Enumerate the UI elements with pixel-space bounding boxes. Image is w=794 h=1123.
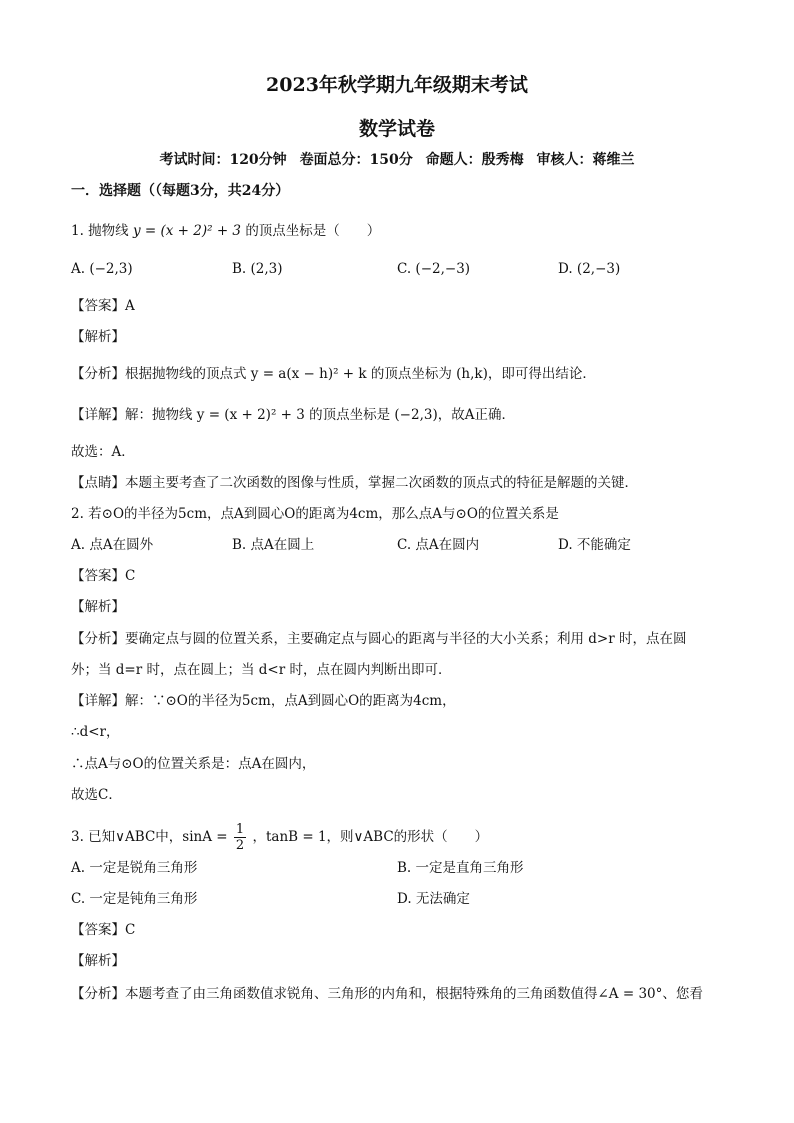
q3-fraction: [234, 822, 246, 853]
q1-option-d: D. (2,−3): [558, 261, 621, 277]
q1-dianjing: 【点睛】本题主要考查了二次函数的图像与性质，掌握二次函数的顶点式的特征是解题的关键．: [71, 475, 638, 491]
q2-step-2: ∴点A与⊙O的位置关系是：点A在圆内，: [71, 756, 316, 772]
q1-stem-pre: 1. 抛物线: [71, 223, 129, 239]
q3-option-d: D. 无法确定: [397, 891, 470, 907]
q3-stem-post: ，tanB = 1，则∨ABC的形状（ ）: [252, 829, 489, 845]
exam-subtitle: 数学试卷: [358, 118, 435, 140]
q1-stem-formula: y = (x + 2)² + 3: [132, 223, 242, 239]
q3-stem-pre: 3. 已知∨ABC中，sinA =: [71, 829, 228, 845]
exam-reviewer: 审核人：蒋维兰: [536, 152, 635, 168]
q3-fraction-numerator: 1: [235, 822, 245, 837]
exam-total-score: 卷面总分：150分: [299, 152, 413, 168]
q2-option-d: D. 不能确定: [558, 537, 631, 553]
q2-answer: 【答案】C: [71, 568, 136, 584]
exam-meta: [0, 149, 794, 169]
q3-fraction-denominator: 2: [235, 838, 245, 853]
q2-option-a: A. 点A在圆外: [71, 537, 154, 553]
q3-option-c: C. 一定是钝角三角形: [71, 891, 198, 907]
q1-fenxi: 【分析】根据抛物线的顶点式 y = a(x − h)² + k 的顶点坐标为 (h,k)，即可得出结论．: [71, 366, 596, 382]
q2-step-1: ∴d<r，: [71, 724, 120, 740]
q2-fenxi-1: 【分析】要确定点与圆的位置关系，主要确定点与圆心的距离与半径的大小关系；利用 d>r 时，点在圆: [71, 631, 687, 647]
q1-option-b: B. (2,3): [232, 261, 283, 277]
q2-xiangjie: 【详解】解：∵⊙O的半径为5cm，点A到圆心O的距离为4cm，: [71, 693, 456, 709]
q1-analysis-label: 【解析】: [71, 329, 125, 345]
q2-analysis-label: 【解析】: [71, 599, 125, 615]
exam-author: 命题人：殷秀梅: [425, 152, 524, 168]
q3-analysis-label: 【解析】: [71, 953, 125, 969]
question-2-stem: 2. 若⊙O的半径为5cm，点A到圆心O的距离为4cm，那么点A与⊙O的位置关系是: [71, 506, 559, 522]
q1-answer: 【答案】A: [71, 298, 135, 314]
question-1-stem: [71, 222, 380, 240]
q2-option-c: C. 点A在圆内: [397, 537, 480, 553]
q1-option-c: C. (−2,−3): [397, 261, 471, 277]
q3-answer: 【答案】C: [71, 922, 136, 938]
q3-option-a: A. 一定是锐角三角形: [71, 860, 198, 876]
q1-stem-post: 的顶点坐标是（ ）: [245, 223, 381, 239]
q3-fenxi: 【分析】本题考查了由三角函数值求锐角、三角形的内角和，根据特殊角的三角函数值得∠A = 30°、您看: [71, 986, 703, 1002]
q2-fenxi-2: 外；当 d=r 时，点在圆上；当 d<r 时，点在圆内判断出即可．: [71, 662, 452, 678]
q3-option-b: B. 一定是直角三角形: [397, 860, 524, 876]
question-3-stem: [71, 822, 488, 853]
exam-title: 2023年秋学期九年级期末考试: [266, 74, 528, 96]
exam-duration: 考试时间：120分钟: [159, 152, 287, 168]
q2-guxuan: 故选C．: [71, 787, 122, 803]
q2-option-b: B. 点A在圆上: [232, 537, 315, 553]
q1-option-a: A. (−2,3): [71, 261, 133, 277]
section-heading: 一．选择题（（每题3分，共24分）: [71, 183, 290, 199]
q1-guxuan: 故选：A．: [71, 444, 135, 460]
q1-xiangjie: 【详解】解：抛物线 y = (x + 2)² + 3 的顶点坐标是 (−2,3)，故A正确．: [71, 407, 515, 423]
